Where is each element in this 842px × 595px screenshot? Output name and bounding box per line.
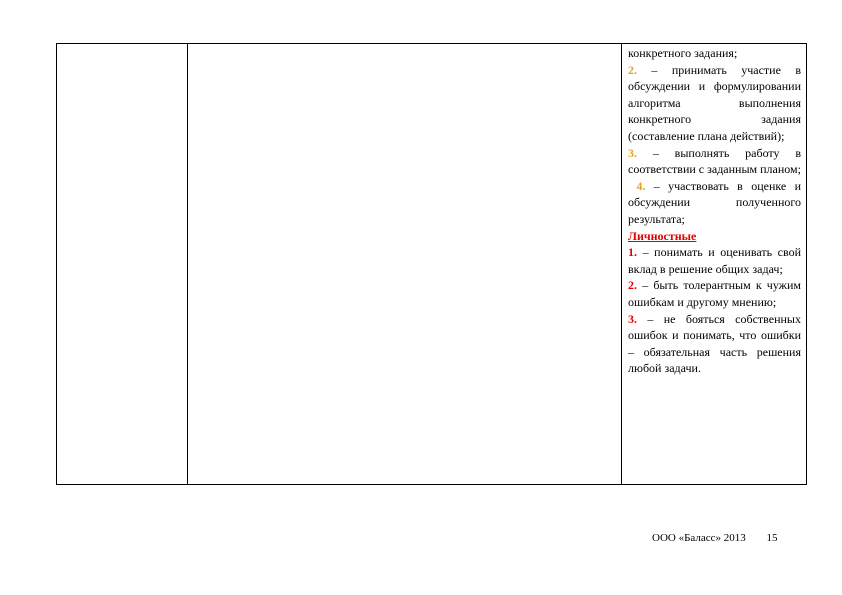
list-item-number: 4. xyxy=(628,178,646,193)
list-item xyxy=(628,311,801,377)
list-item-number: 3. xyxy=(628,311,637,326)
list-item-text: – быть толерантным к чужим ошибкам и другому мнению; xyxy=(628,278,801,309)
results-text xyxy=(628,45,801,377)
list-item xyxy=(628,277,801,310)
list-item-number: 3. xyxy=(628,145,637,160)
text-line: конкретного задания; xyxy=(628,46,738,60)
table-cell-results xyxy=(622,44,807,485)
list-item-text: – принимать участие в обсуждении и формулировании алгоритма выполнения конкретного задания (составление плана действий); xyxy=(628,62,801,143)
list-item-number: 2. xyxy=(628,62,637,77)
section-heading xyxy=(628,228,801,245)
footer-company: ООО «Баласс» 2013 xyxy=(652,532,746,544)
list-item xyxy=(628,178,801,228)
list-item xyxy=(628,62,801,145)
table-row xyxy=(57,44,807,485)
lesson-table xyxy=(56,43,807,485)
table-cell-stage xyxy=(57,44,188,485)
list-item-text: – понимать и оценивать свой вклад в решение общих задач; xyxy=(628,245,801,276)
list-item xyxy=(628,244,801,277)
list-item xyxy=(628,145,801,178)
section-heading-label: Личностные xyxy=(628,228,697,243)
list-item-number: 2. xyxy=(628,278,637,293)
list-item-text: – участвовать в оценке и обсуждении полученного результата; xyxy=(628,178,802,226)
list-item-text: – не бояться собственных ошибок и понимать, что ошибки – обязательная часть решения любой задачи. xyxy=(628,311,801,376)
page-number: 15 xyxy=(766,532,778,544)
list-item-text: – выполнять работу в соответствии с заданным планом; xyxy=(628,145,801,177)
table-cell-activity xyxy=(188,44,622,485)
list-item-number: 1. xyxy=(628,245,637,260)
page-footer xyxy=(652,532,778,544)
